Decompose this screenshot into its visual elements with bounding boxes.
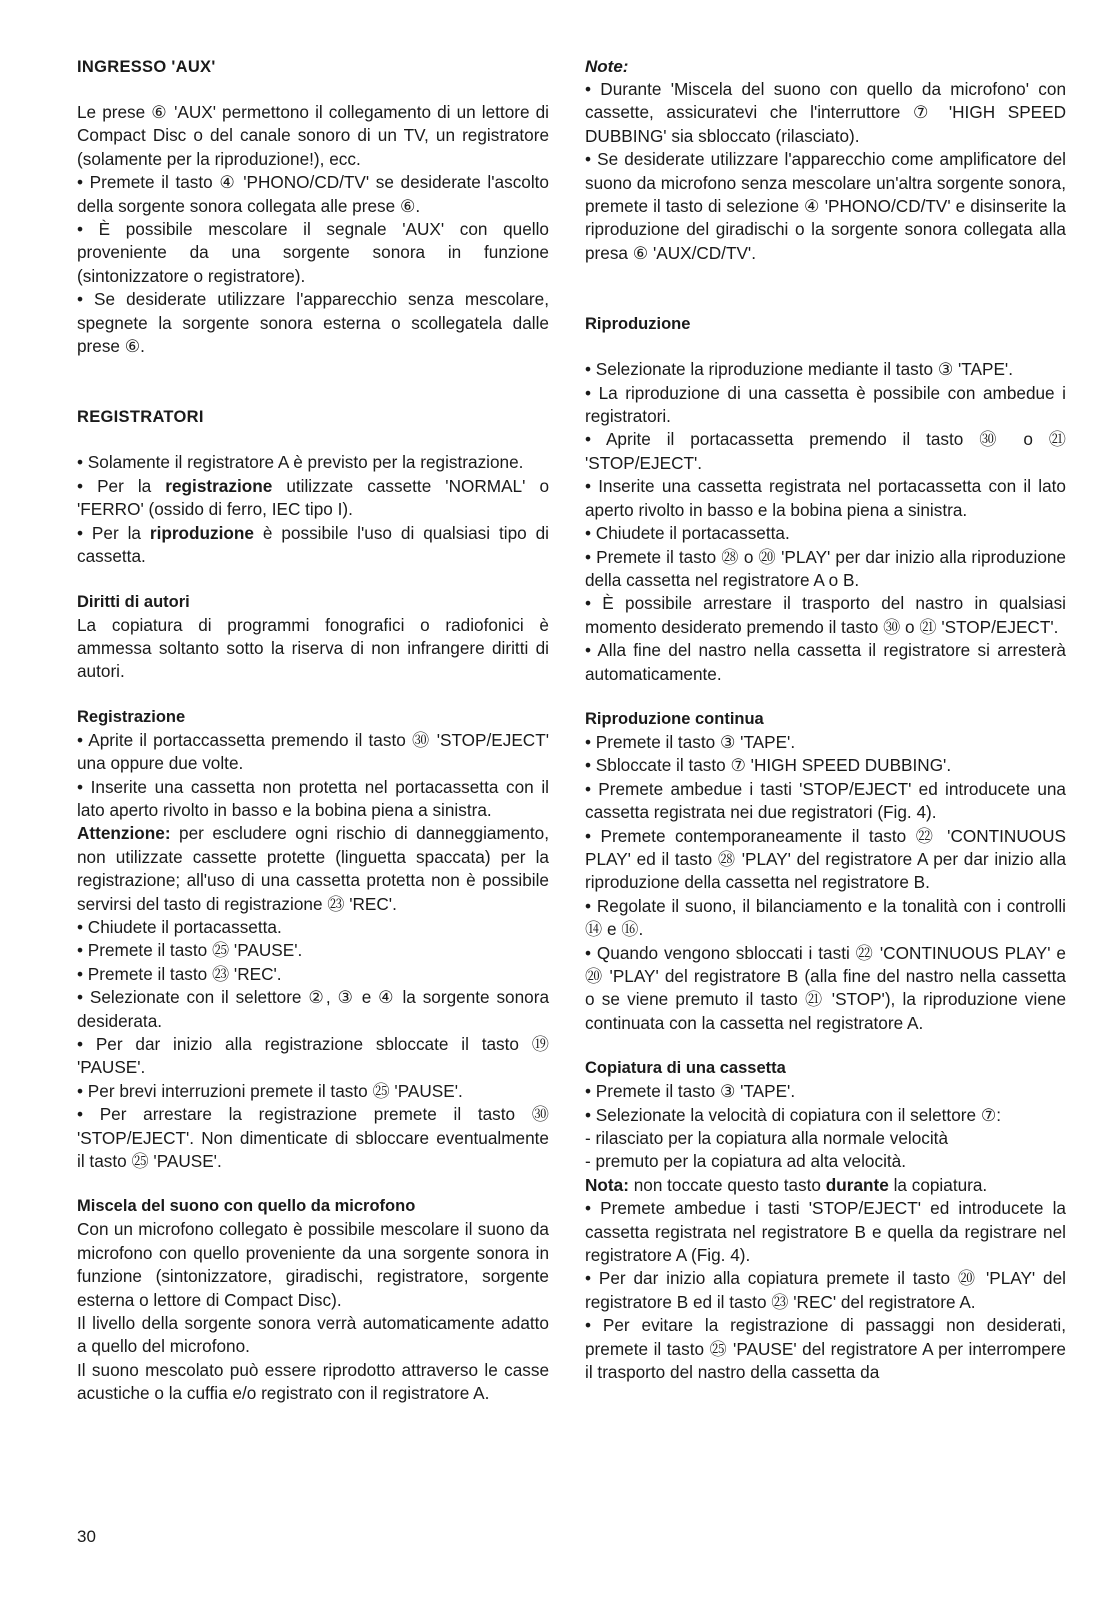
recorders-bullet-1: • Solamente il registratore A è previsto per la registrazione. xyxy=(77,452,524,473)
continuous-bullet-2: • Sbloccate il tasto ⑦ 'HIGH SPEED DUBBING'. xyxy=(585,755,952,776)
aux-bullet-3: • Se desiderate utilizzare l'apparecchio senza mescolare, spegnete la sorgente sonora esterna o scollegatela dalle prese ⑥. xyxy=(77,289,549,357)
continuous-bullet-4: • Premete contemporaneamente il tasto ㉒ 'CONTINUOUS PLAY' ed il tasto ㉘ 'PLAY' del registratore A per dar inizio alla riproduzione della cassetta nel registratore B. xyxy=(585,825,1066,893)
copy-note: Nota: non toccate questo tasto durante la copiatura. xyxy=(585,1174,988,1195)
playback-bullet-4: • Inserite una cassetta registrata nel portacassetta con il lato aperto rivolto in basso e la bobina piena a sinistra. xyxy=(585,476,1066,520)
mic-mix-paragraph-3: Il suono mescolato può essere riprodotto attraverso le casse acustiche o la cuffia e/o registrato con il registratore A. xyxy=(77,1359,549,1404)
recording-warning: Attenzione: per escludere ogni rischio di danneggiamento, non utilizzate cassette protette (linguetta spaccata) per la registrazione; all'uso di una cassetta protetta non è possibile servirsi del tasto di registrazione ㉓ 'REC'. xyxy=(77,823,549,914)
copy-dash-1: - rilasciato per la copiatura alla normale velocità xyxy=(585,1128,949,1149)
section-heading-recorders: REGISTRATORI xyxy=(77,408,204,427)
recorders-bullet-2: • Per la registrazione utilizzate cassette 'NORMAL' o 'FERRO' (ossido di ferro, IEC tipo I). xyxy=(77,475,550,520)
continuous-bullet-3: • Premete ambedue i tasti 'STOP/EJECT' ed introducete una cassetta registrata nei due registratori (Fig. 4). xyxy=(585,778,1066,823)
section-mic-mix xyxy=(77,1195,549,1405)
copy-bullet-1: • Premete il tasto ③ 'TAPE'. xyxy=(585,1081,796,1102)
playback-bullet-1: • Selezionate la riproduzione mediante il tasto ③ 'TAPE'. xyxy=(585,359,1013,380)
aux-bullet-1: • Premete il tasto ④ 'PHONO/CD/TV' se desiderate l'ascolto della sorgente sonora collegata alle prese ⑥. xyxy=(77,172,549,216)
continuous-bullet-6: • Quando vengono sbloccati i tasti ㉒ 'CONTINUOUS PLAY' e ⑳ 'PLAY' del registratore B (alla fine del nastro nella cassetta o se viene premuto il tasto ㉑ 'STOP'), la riproduzione viene continuata con la cassetta nel registratore A. xyxy=(585,942,1066,1033)
recording-bullet-6: • Selezionate con il selettore ②, ③ e ④ la sorgente sonora desiderata. xyxy=(77,987,549,1031)
aux-bullet-2: • È possibile mescolare il segnale 'AUX' con quello proveniente da una sorgente sonora in funzione (sintonizzatore o registratore). xyxy=(77,219,549,286)
left-column xyxy=(77,56,549,1406)
recording-bullet-8: • Per brevi interruzioni premete il tasto ㉕ 'PAUSE'. xyxy=(77,1080,463,1101)
page-number: 30 xyxy=(77,1527,96,1546)
recording-bullet-1: • Aprite il portaccassetta premendo il tasto ㉚ 'STOP/EJECT' una oppure due volte. xyxy=(77,729,549,774)
subheading-recording: Registrazione xyxy=(77,707,186,726)
right-column xyxy=(585,56,1066,1385)
section-tape-copy xyxy=(585,1057,1066,1384)
subheading-playback: Riproduzione xyxy=(585,315,691,334)
section-heading-aux: INGRESSO 'AUX' xyxy=(77,58,216,76)
section-notes xyxy=(585,56,1066,265)
copy-bullet-3: • Premete ambedue i tasti 'STOP/EJECT' ed introducete la cassetta registrata nel registratore B e quella da registrare nel registratore A (Fig. 4). xyxy=(585,1198,1066,1266)
section-aux-input xyxy=(77,56,549,358)
mic-mix-paragraph-2: Il livello della sorgente sonora verrà automaticamente adatto a quello del microfono. xyxy=(77,1313,549,1357)
notes-bullet-2: • Se desiderate utilizzare l'apparecchio come amplificatore del suono da microfono senza mescolare un'altra sorgente sonora, premete il tasto di selezione ④ 'PHONO/CD/TV' e disinserite la riproduzione del giradischi o la sorgente sonora collegata alla presa ⑥ 'AUX/CD/TV'. xyxy=(585,149,1066,263)
recording-bullet-3: • Chiudete il portacassetta. xyxy=(77,916,282,937)
recording-bullet-9: • Per arrestare la registrazione premete il tasto ㉚ 'STOP/EJECT'. Non dimenticate di sbloccare eventualmente il tasto ㉕ 'PAUSE'. xyxy=(77,1104,549,1172)
copy-bullet-2: • Selezionate la velocità di copiatura con il selettore ⑦: xyxy=(585,1104,1002,1125)
copyright-paragraph: La copiatura di programmi fonografici o radiofonici è ammessa soltanto sotto la riserva di non infrangere diritti di autori. xyxy=(77,614,549,682)
subheading-notes: Note: xyxy=(585,57,629,76)
continuous-bullet-5: • Regolate il suono, il bilanciamento e la tonalità con i controlli ⑭ e ⑯. xyxy=(585,895,1066,940)
section-recording xyxy=(77,706,549,1174)
subheading-continuous-playback: Riproduzione continua xyxy=(585,709,764,728)
recorders-bullet-3: • Per la riproduzione è possibile l'uso di qualsiasi tipo di cassetta. xyxy=(77,522,549,567)
section-recorders xyxy=(77,406,549,568)
section-playback xyxy=(585,313,1066,686)
subheading-mic-mix: Miscela del suono con quello da microfono xyxy=(77,1197,416,1216)
copy-bullet-5: • Per evitare la registrazione di passaggi non desiderati, premete il tasto ㉕ 'PAUSE' del registratore A per interrompere il trasporto del nastro della cassetta da xyxy=(585,1315,1066,1383)
playback-bullet-2: • La riproduzione di una cassetta è possibile con ambedue i registratori. xyxy=(585,382,1066,427)
section-copyright xyxy=(77,591,549,684)
aux-paragraph: Le prese ⑥ 'AUX' permettono il collegamento di un lettore di Compact Disc o del canale sonoro di un TV, un registratore (solamente per la riproduzione!), ecc. xyxy=(77,102,549,169)
copy-dash-2: - premuto per la copiatura ad alta velocità. xyxy=(585,1151,907,1172)
playback-bullet-8: • Alla fine del nastro nella cassetta il registratore si arresterà automaticamente. xyxy=(585,640,1066,684)
copy-bullet-4: • Per dar inizio alla copiatura premete il tasto ⑳ 'PLAY' del registratore B ed il tasto ㉓ 'REC' del registratore A. xyxy=(585,1268,1066,1312)
recording-bullet-7: • Per dar inizio alla registrazione sbloccate il tasto ⑲ 'PAUSE'. xyxy=(77,1034,549,1078)
subheading-copyright: Diritti di autori xyxy=(77,592,190,611)
subheading-tape-copy: Copiatura di una cassetta xyxy=(585,1059,786,1078)
playback-bullet-7: • È possibile arrestare il trasporto del nastro in qualsiasi momento desiderato premendo il tasto ㉚ o ㉑ 'STOP/EJECT'. xyxy=(585,593,1066,637)
section-continuous-playback xyxy=(585,708,1066,1035)
recording-bullet-5: • Premete il tasto ㉓ 'REC'. xyxy=(77,963,282,984)
mic-mix-paragraph-1: Con un microfono collegato è possibile mescolare il suono da microfono con quello proveniente da una sorgente sonora in funzione (sintonizzatore, giradischi, registratore, sorgente esterna o lettore di Compact Disc). xyxy=(77,1219,549,1310)
recording-bullet-4: • Premete il tasto ㉕ 'PAUSE'. xyxy=(77,940,303,961)
playback-bullet-5: • Chiudete il portacassetta. xyxy=(585,523,790,544)
playback-bullet-6: • Premete il tasto ㉘ o ⑳ 'PLAY' per dar inizio alla riproduzione della cassetta nel registratore A o B. xyxy=(585,546,1066,590)
continuous-bullet-1: • Premete il tasto ③ 'TAPE'. xyxy=(585,731,796,752)
recording-bullet-2: • Inserite una cassetta non protetta nel portacassetta con il lato aperto rivolto in basso e la bobina piena a sinistra. xyxy=(77,776,549,820)
notes-bullet-1: • Durante 'Miscela del suono con quello da microfono' con cassette, assicuratevi che l'interruttore ⑦ 'HIGH SPEED DUBBING' sia sbloccato (rilasciato). xyxy=(585,79,1066,146)
playback-bullet-3: • Aprite il portacassetta premendo il tasto ㉚ o ㉑ 'STOP/EJECT'. xyxy=(585,429,1066,473)
